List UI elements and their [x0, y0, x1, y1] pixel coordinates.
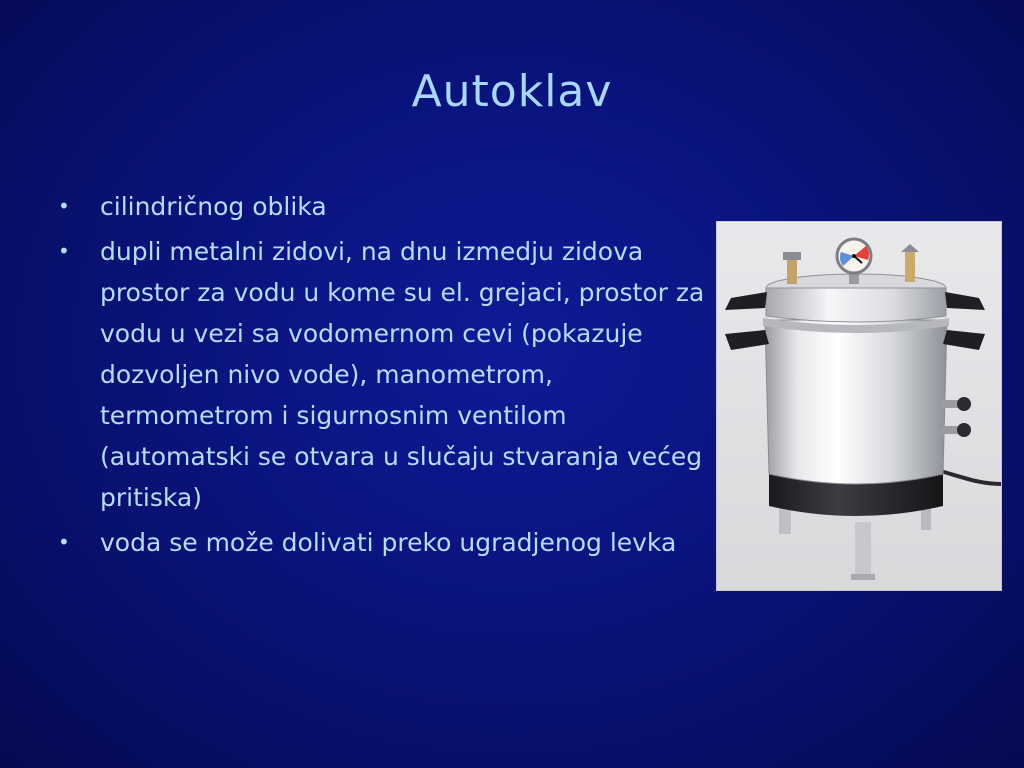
list-item	[58, 186, 718, 227]
autoclave-icon	[717, 222, 1001, 590]
autoclave-photo	[717, 222, 1001, 590]
bullet-text: voda se može dolivati preko ugradjenog levka	[100, 528, 677, 557]
slide-title: Autoklav	[411, 66, 613, 117]
bullet-text: cilindričnog oblika	[100, 192, 327, 221]
bullet-text: dupli metalni zidovi, na dnu izmedju zidova prostor za vodu u kome su el. grejaci, prostor za vodu u vezi sa vodomernom cevi (pokazuje dozvoljen nivo vode), manometrom, termometrom i sigurnosnim ventilom (automatski se otvara u slučaju stvaranja većeg pritiska)	[100, 237, 705, 512]
list-item	[58, 231, 718, 518]
list-item	[58, 522, 718, 563]
bullet-dot: •	[58, 194, 70, 218]
bullet-dot: •	[58, 239, 70, 263]
bullet-dot: •	[58, 530, 70, 554]
bullet-list	[58, 186, 718, 567]
